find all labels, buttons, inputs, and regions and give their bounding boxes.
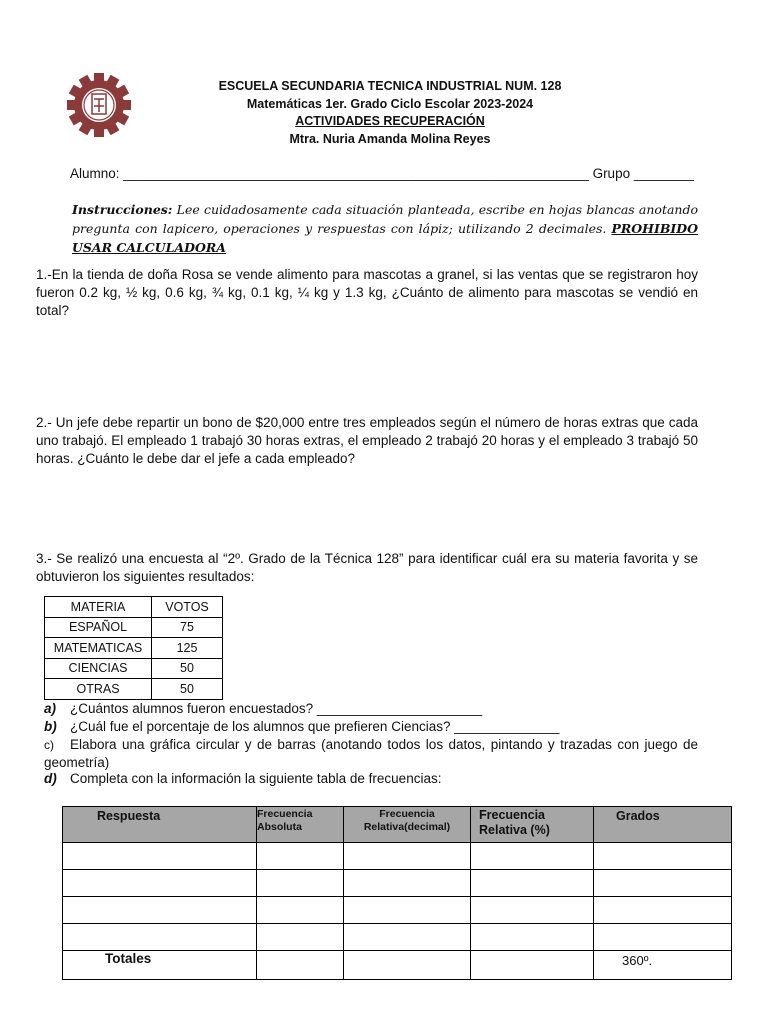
subquestion-d-text: Completa con la información la siguiente tabla de frecuencias: <box>70 771 442 786</box>
table-row <box>45 597 223 618</box>
table-row <box>63 843 732 870</box>
table-cell: 50 <box>152 679 223 700</box>
header-frecuencia-absoluta: Frecuencia Absoluta <box>257 807 344 843</box>
empty-cell[interactable] <box>344 924 471 951</box>
table-row <box>45 679 223 700</box>
survey-table <box>44 596 223 700</box>
student-line <box>70 166 700 181</box>
instructions-label: Instrucciones: <box>72 202 173 217</box>
school-logo <box>66 72 132 138</box>
empty-cell[interactable] <box>257 843 344 870</box>
document-header <box>150 78 630 148</box>
subquestion-a <box>44 700 698 718</box>
header-frecuencia-relativa-decimal: Frecuencia Relativa(decimal) <box>344 807 471 843</box>
table-row <box>63 924 732 951</box>
empty-cell[interactable] <box>594 924 732 951</box>
empty-cell[interactable] <box>257 897 344 924</box>
subquestion-a-text: ¿Cuántos alumnos fueron encuestados? ______________________ <box>70 701 483 716</box>
subquestion-d <box>44 770 698 788</box>
subquestion-b-label: b) <box>44 719 57 734</box>
group-blank: ________ <box>633 166 694 181</box>
empty-cell[interactable] <box>63 843 257 870</box>
empty-cell[interactable] <box>63 924 257 951</box>
question-3: 3.- Se realizó una encuesta al “2º. Grado de la Técnica 128” para identificar cuál era su materia favorita y se obtuvieron los siguientes resultados: <box>36 551 698 584</box>
teacher-name: Mtra. Nuria Amanda Molina Reyes <box>289 131 491 146</box>
question-1: 1.-En la tienda de doña Rosa se vende alimento para mascotas a granel, si las ventas que se registraron hoy fueron 0.2 kg, ½ kg, 0.6 kg, ¾ kg, 0.1 kg, ¼ kg y 1.3 kg, ¿Cuánto de alimento para mascotas se vendió en total? <box>36 267 698 318</box>
table-cell: 50 <box>152 658 223 679</box>
table-header-cell: VOTOS <box>152 597 223 618</box>
table-cell: 125 <box>152 638 223 659</box>
table-cell: OTRAS <box>45 679 152 700</box>
table-cell: CIENCIAS <box>45 658 152 679</box>
subquestion-c <box>44 736 698 772</box>
header-frecuencia-relativa-percent: Frecuencia Relativa (%) <box>471 807 594 843</box>
empty-cell[interactable] <box>257 951 344 980</box>
table-cell: MATEMATICAS <box>45 638 152 659</box>
subquestion-b <box>44 718 698 736</box>
empty-cell[interactable] <box>471 951 594 980</box>
activity-title: ACTIVIDADES RECUPERACIÓN <box>295 114 485 128</box>
table-row <box>45 638 223 659</box>
empty-cell[interactable] <box>471 924 594 951</box>
instructions <box>72 200 698 257</box>
instructions-text: Lee cuidadosamente cada situación planteada, escribe en hojas blancas anotando pregunta con lapicero, operaciones y respuestas con lápiz; utilizando 2 decimales. <box>72 202 698 236</box>
empty-cell[interactable] <box>471 897 594 924</box>
student-name-blank: ______________________________________________________________ <box>123 166 589 181</box>
table-row <box>45 658 223 679</box>
group-label: Grupo <box>592 166 631 181</box>
empty-cell[interactable] <box>257 924 344 951</box>
empty-cell[interactable] <box>344 951 471 980</box>
header-respuesta: Respuesta <box>63 807 257 843</box>
frequency-table <box>62 806 732 980</box>
empty-cell[interactable] <box>344 897 471 924</box>
empty-cell[interactable] <box>257 870 344 897</box>
totals-degrees: 360º. <box>594 951 732 980</box>
school-name: ESCUELA SECUNDARIA TECNICA INDUSTRIAL NUM. 128 <box>218 79 562 93</box>
table-header-cell: MATERIA <box>45 597 152 618</box>
subquestion-c-label: c) <box>44 738 54 752</box>
table-cell: ESPAÑOL <box>45 617 152 638</box>
empty-cell[interactable] <box>63 897 257 924</box>
empty-cell[interactable] <box>594 897 732 924</box>
subquestion-b-text: ¿Cuál fue el porcentaje de los alumnos que prefieren Ciencias? ______________ <box>70 719 560 734</box>
gear-icon <box>66 72 132 138</box>
empty-cell[interactable] <box>471 870 594 897</box>
subquestion-a-label: a) <box>44 701 57 716</box>
empty-cell[interactable] <box>594 870 732 897</box>
totals-row <box>63 951 732 980</box>
table-cell: 75 <box>152 617 223 638</box>
empty-cell[interactable] <box>344 843 471 870</box>
table-row <box>45 617 223 638</box>
subquestion-c-text: Elabora una gráfica circular y de barras (anotando todos los datos, pintando y trazadas con juego de geometría) <box>44 737 698 770</box>
student-name-label: Alumno: <box>70 166 120 181</box>
empty-cell[interactable] <box>471 843 594 870</box>
totals-label: Totales <box>63 951 257 980</box>
empty-cell[interactable] <box>63 870 257 897</box>
empty-cell[interactable] <box>594 843 732 870</box>
subject-line: Matemáticas 1er. Grado Ciclo Escolar 2023-2024 <box>246 96 534 111</box>
table-header-row <box>63 807 732 843</box>
calculator-warning: PROHIBIDO USAR CALCULADORA <box>72 221 698 255</box>
question-2: 2.- Un jefe debe repartir un bono de $20,000 entre tres empleados según el número de horas extras que cada uno trabajó. El empleado 1 trabajó 30 horas extras, el empleado 2 trabajó 20 horas y el empleado 3 trabajó 50 horas. ¿Cuánto le debe dar el jefe a cada empleado? <box>36 415 698 466</box>
empty-cell[interactable] <box>344 870 471 897</box>
subquestion-d-label: d) <box>44 771 57 786</box>
table-row <box>63 870 732 897</box>
header-grados: Grados <box>594 807 732 843</box>
table-row <box>63 897 732 924</box>
